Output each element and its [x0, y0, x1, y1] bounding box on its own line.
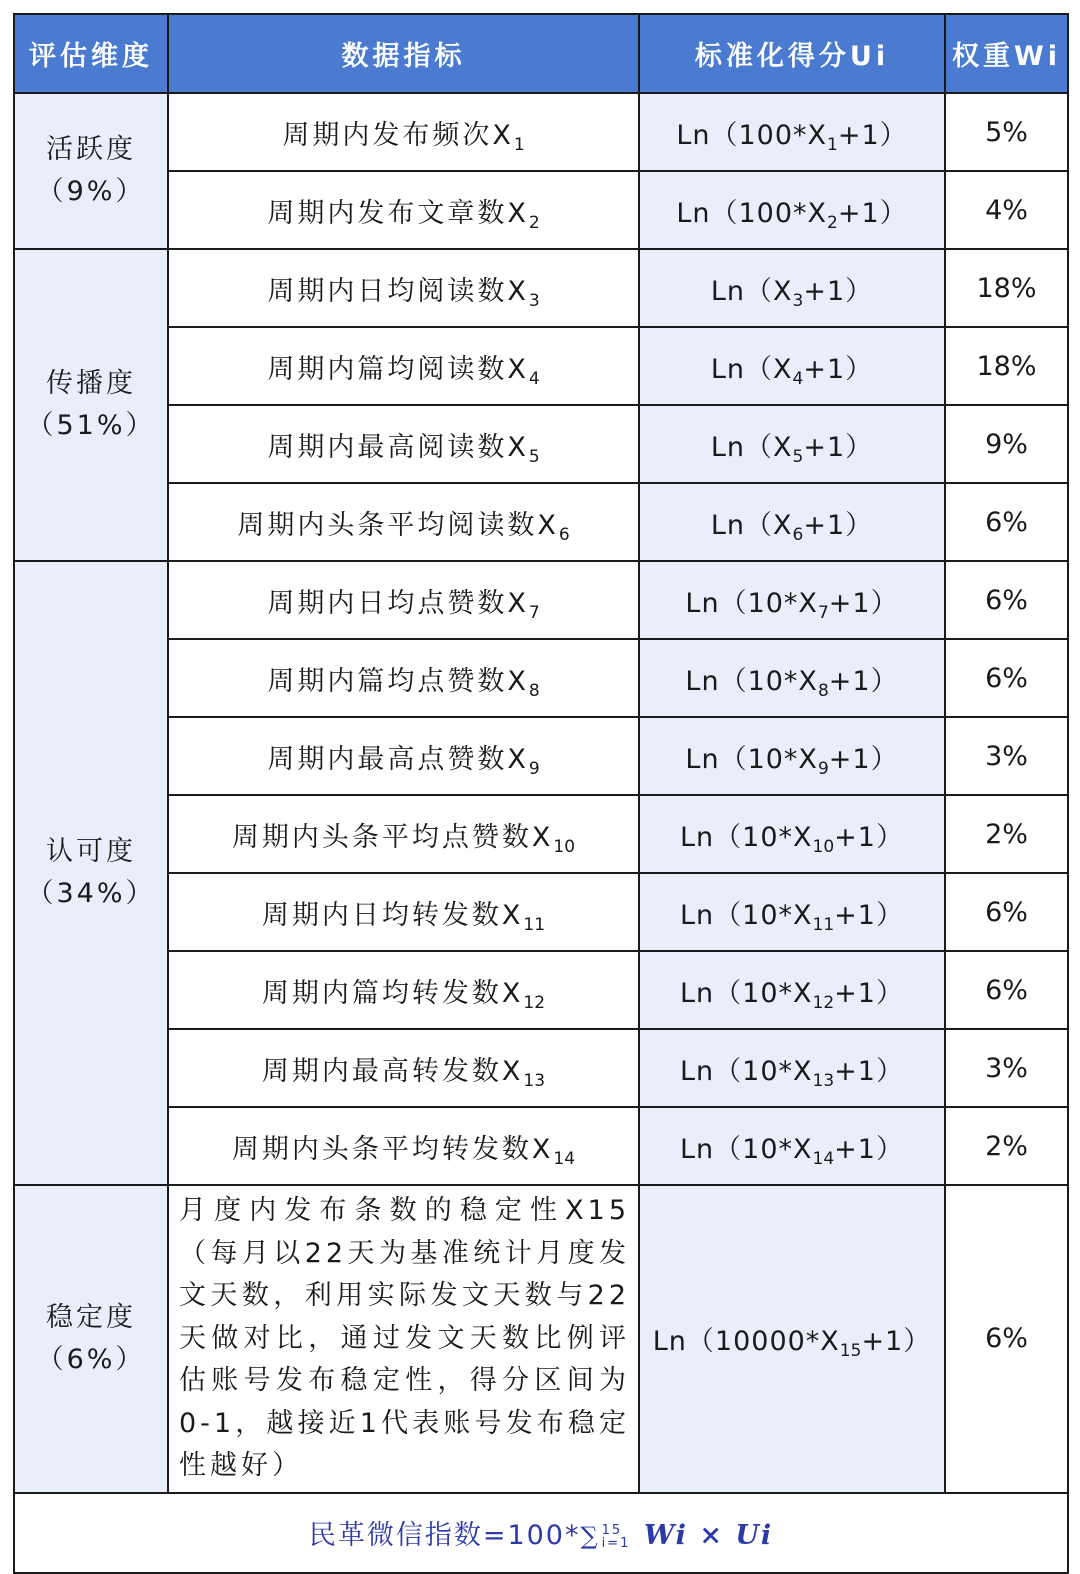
- table-row: [14, 951, 1068, 1029]
- header-dimension: 评估维度: [14, 14, 168, 93]
- table-row: [14, 249, 1068, 327]
- indicator-cell: 周期内发布频次$X_1$: [168, 93, 639, 171]
- footer-row: [14, 1493, 1068, 1573]
- table-row: [14, 717, 1068, 795]
- table-row: [14, 561, 1068, 639]
- weight-cell: 6%: [945, 483, 1068, 561]
- indicator-cell: 周期内日均转发数$X_{11}$: [168, 873, 639, 951]
- dimension-pct: （6%）: [36, 1343, 146, 1375]
- formula-cell: $Ln(X_3+1)$: [639, 249, 945, 327]
- indicator-cell: 周期内最高转发数$X_{13}$: [168, 1029, 639, 1107]
- weight-cell: 9%: [945, 405, 1068, 483]
- weixin-index-table: [13, 13, 1069, 1574]
- weight-cell: 3%: [945, 717, 1068, 795]
- header-indicator: 数据指标: [168, 14, 639, 93]
- formula-cell: $Ln(100*X_2+1)$: [639, 171, 945, 249]
- formula-cell: $Ln(10*X_{13}+1)$: [639, 1029, 945, 1107]
- table-row: [14, 171, 1068, 249]
- formula-cell: $Ln(X_5+1)$: [639, 405, 945, 483]
- weight-cell: 2%: [945, 1107, 1068, 1185]
- weight-cell: 3%: [945, 1029, 1068, 1107]
- dimension-cell-recognition: [14, 561, 168, 1185]
- weight-cell: 2%: [945, 795, 1068, 873]
- formula-cell: $Ln(10000*X_{15}+1)$: [639, 1185, 945, 1493]
- dimension-pct: （34%）: [26, 878, 156, 909]
- dimension-pct: （51%）: [26, 410, 156, 441]
- dimension-name: 传播度: [46, 368, 136, 399]
- table-row: [14, 795, 1068, 873]
- formula-cell: $Ln(10*X_{11}+1)$: [639, 873, 945, 951]
- table-row: [14, 327, 1068, 405]
- header-row: [14, 14, 1068, 93]
- sum-lower-limit: i=1: [601, 1535, 631, 1551]
- dimension-pct: （9%）: [36, 176, 146, 207]
- sum-symbol: ∑: [580, 1522, 600, 1550]
- table-row: [14, 1107, 1068, 1185]
- index-formula: [14, 1493, 1068, 1573]
- weight-cell: 6%: [945, 951, 1068, 1029]
- table-row: [14, 1185, 1068, 1493]
- indicator-cell: 周期内篇均转发数$X_{12}$: [168, 951, 639, 1029]
- indicator-cell: 周期内发布文章数$X_2$: [168, 171, 639, 249]
- table-row: [14, 639, 1068, 717]
- sum-limits: [602, 1524, 631, 1550]
- indicator-cell: 周期内篇均阅读数$X_4$: [168, 327, 639, 405]
- sum-upper-limit: 15: [601, 1522, 623, 1538]
- dimension-cell-spread: [14, 249, 168, 561]
- table-row: [14, 405, 1068, 483]
- table-row: [14, 1029, 1068, 1107]
- indicator-cell: 周期内篇均点赞数$X_8$: [168, 639, 639, 717]
- indicator-cell: 月度内发布条数的稳定性X15（每月以22天为基准统计月度发文天数，利用实际发文天数与22天做对比，通过发文天数比例评估账号发布稳定性，得分区间为0-1，越接近1代表账号发布稳定性越好）: [168, 1185, 639, 1493]
- formula-cell: $Ln(10*X_{12}+1)$: [639, 951, 945, 1029]
- dimension-name: 稳定度: [46, 1301, 136, 1333]
- index-formula-prefix: 民革微信指数=100*: [308, 1520, 581, 1551]
- indicator-cell: 周期内头条平均转发数$X_{14}$: [168, 1107, 639, 1185]
- table-row: [14, 873, 1068, 951]
- weight-cell: 6%: [945, 873, 1068, 951]
- table-row: [14, 93, 1068, 171]
- indicator-cell: 周期内头条平均阅读数$X_6$: [168, 483, 639, 561]
- header-score: 标准化得分Ui: [639, 14, 945, 93]
- weight-cell: 6%: [945, 639, 1068, 717]
- formula-cell: $Ln(X_4+1)$: [639, 327, 945, 405]
- weight-cell: 5%: [945, 93, 1068, 171]
- indicator-cell: 周期内头条平均点赞数$X_{10}$: [168, 795, 639, 873]
- indicator-cell: 周期内日均阅读数$X_3$: [168, 249, 639, 327]
- index-formula-tail: Wi × Ui: [632, 1520, 774, 1551]
- formula-cell: $Ln(10*X_8+1)$: [639, 639, 945, 717]
- formula-cell: $Ln(10*X_9+1)$: [639, 717, 945, 795]
- formula-cell: $Ln(10*X_7+1)$: [639, 561, 945, 639]
- indicator-cell: 周期内最高阅读数$X_5$: [168, 405, 639, 483]
- indicator-cell: 周期内日均点赞数$X_7$: [168, 561, 639, 639]
- table-row: [14, 483, 1068, 561]
- weight-cell: 6%: [945, 1185, 1068, 1493]
- dimension-name: 活跃度: [46, 134, 136, 165]
- formula-cell: $Ln(X_6+1)$: [639, 483, 945, 561]
- weight-cell: 6%: [945, 561, 1068, 639]
- weight-cell: 18%: [945, 249, 1068, 327]
- header-weight: 权重Wi: [945, 14, 1068, 93]
- formula-cell: $Ln(100*X_1+1)$: [639, 93, 945, 171]
- dimension-cell-stability: [14, 1185, 168, 1493]
- indicator-cell: 周期内最高点赞数$X_9$: [168, 717, 639, 795]
- formula-cell: $Ln(10*X_{14}+1)$: [639, 1107, 945, 1185]
- dimension-name: 认可度: [46, 836, 136, 867]
- weight-cell: 18%: [945, 327, 1068, 405]
- dimension-cell-activity: [14, 93, 168, 249]
- weight-cell: 4%: [945, 171, 1068, 249]
- formula-cell: $Ln(10*X_{10}+1)$: [639, 795, 945, 873]
